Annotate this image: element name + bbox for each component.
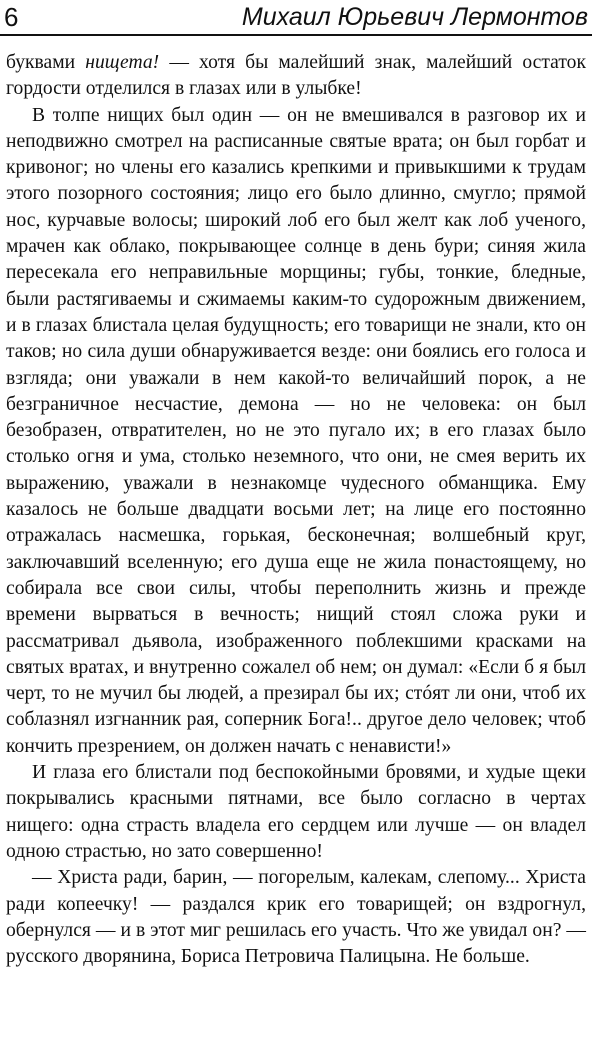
paragraph-1-rest: — хотя бы малейший знак, малейший остаток гордости отделился в глазах или в улыбке! xyxy=(6,52,586,100)
paragraph-2: В толпе нищих был один — он не вмешивался в разговор их и неподвижно смотрел на расписанные святые врата; он был горбат и кривоног; но члены его казались крепкими и привыкшими к трудам этого позорного состояния; лицо его было длинно, смугло; прямой нос, курчавые волосы; широкий лоб его был желт как лоб ученого, мрачен как облако, покрывающее солнце в день бури; синяя жила пересекала его неправильные морщины; губы, тонкие, бледные, были растягиваемы и сжимаемы каким-то судорожным движением, и в глазах блистала целая будущность; его товарищи не знали, кто он таков; но сила души обнаруживается везде: они боялись его голоса и взгляда; они уважали в нем какой-то величайший порок, а не безграничное несчастие, демона — но не человека: он был безобразен, отвратителен, но не это пугало их; в его глазах было столько огня и ума, столько неземного, что они, не смея верить их выражению, уважали в незнакомце чудесного обманщика. Ему казалось не больше двадцати восьми лет; на лице его постоянно отражалась насмешка, горькая, бесконечная; волшебный круг, заключавший вселенную; его душа еще не жила понастоящему, но собирала все свои силы, чтобы переполнить жизнь и прежде времени вырваться в вечность; нищий стоял сложа руки и рассматривал дьявола, изображенного поблекшими красками на святых вратах, и внутренно сожалел об нем; он думал: «Если б я был черт, то не мучил бы людей, а презирал бы их; стóят ли они, чтоб их соблазнял изгнанник рая, соперник Бога!.. другое дело человек; чтоб кончить презрением, он должен начать с ненависти!» xyxy=(6,104,586,757)
paragraph-1-italic: нищета! xyxy=(85,52,160,73)
page-number: 6 xyxy=(4,2,19,32)
paragraph-4: — Христа ради, барин, — погорелым, калекам, слепому... Христа ради копеечку! — раздался крик его товарищей; он вздрогнул, обернулся — и в этот миг решилась его участь. Что же увидал он? — русского дворянина, Бориса Петровича Палицына. Не больше. xyxy=(6,867,586,968)
page-header xyxy=(0,0,592,40)
running-head: Михаил Юрьевич Лермонтов xyxy=(241,3,588,31)
paragraph-1-start: буквами xyxy=(6,52,86,73)
header-rule xyxy=(0,34,592,36)
paragraph-3: И глаза его блистали под беспокойными бровями, и худые щеки покрывались красными пятнами, все было согласно в чертах нищего: одна страсть владела его сердцем или лучше — он владел одною страстью, но зато совершенно! xyxy=(6,762,586,862)
paragraph-1 xyxy=(6,50,586,103)
page-body xyxy=(6,50,586,970)
